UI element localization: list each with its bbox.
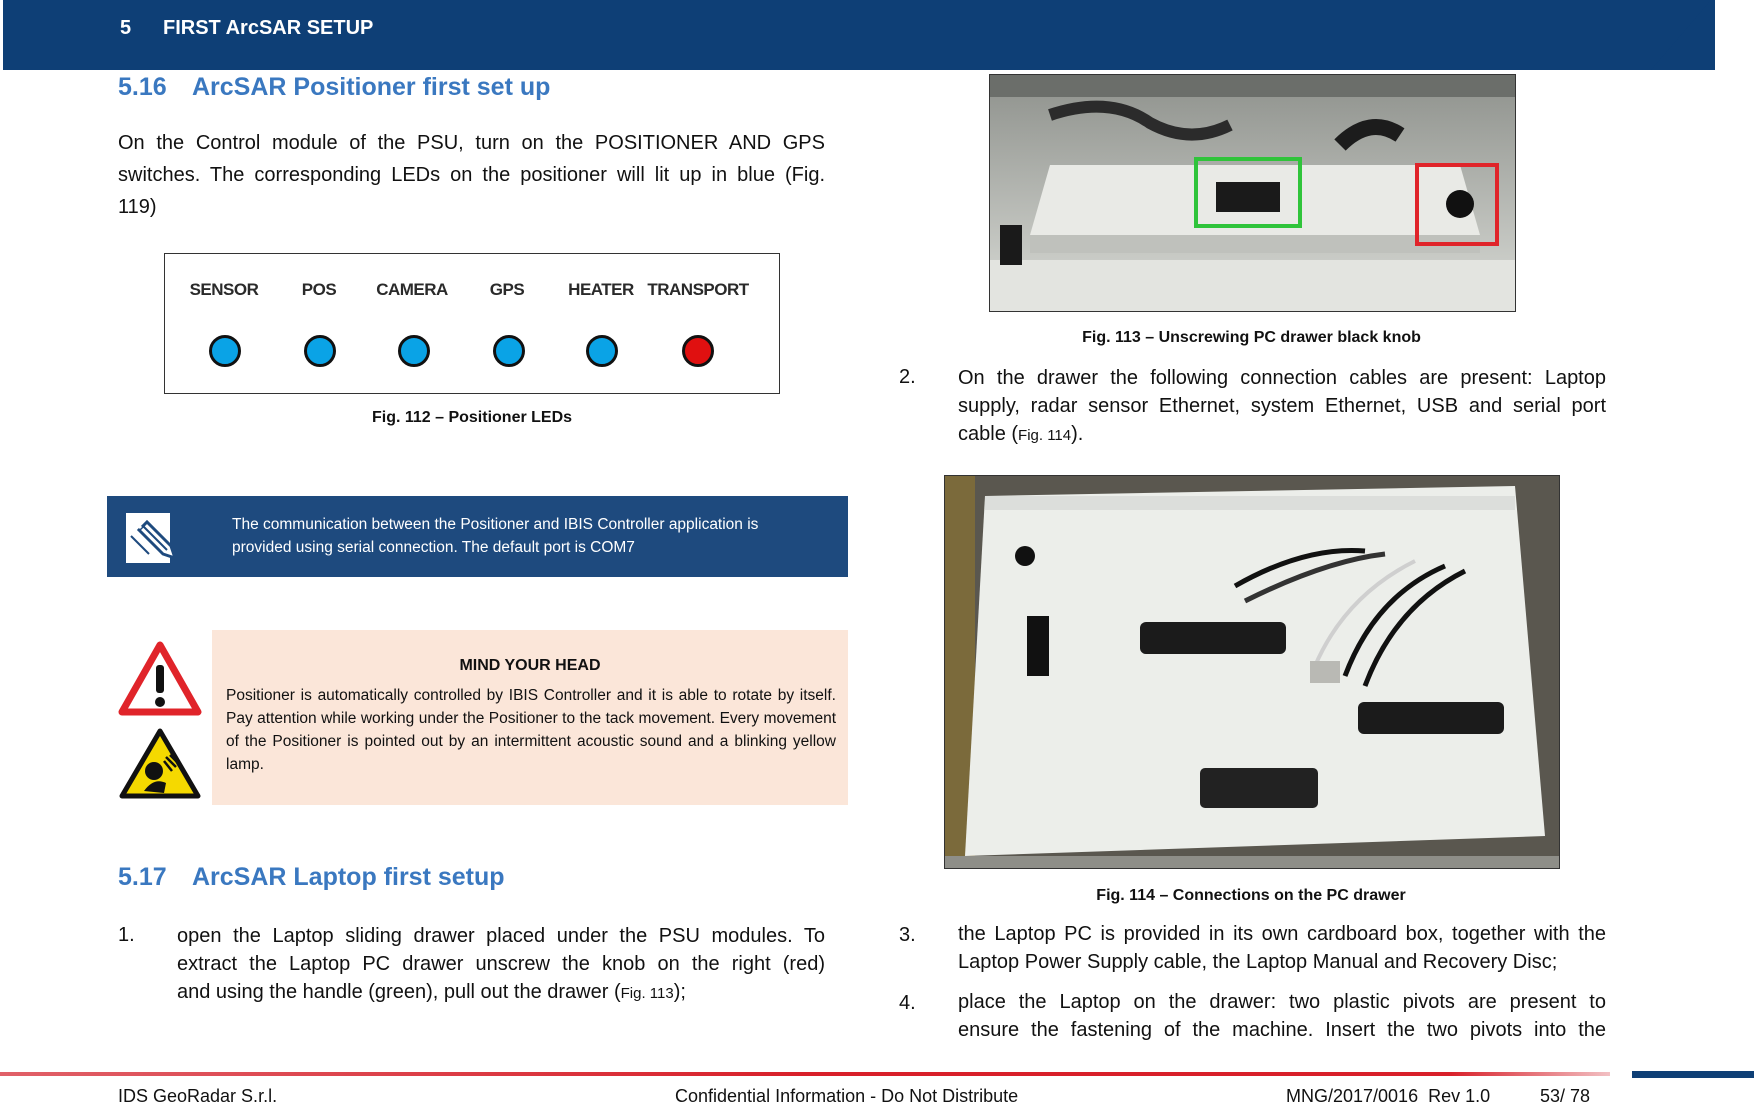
- led-label-transport: TRANSPORT: [647, 280, 749, 299]
- section-heading-5-17: [118, 863, 505, 892]
- list-text: cable (: [958, 423, 1019, 445]
- paragraph-line: switches. The corresponding LEDs on the positioner will lit up in blue (Fig.: [118, 164, 825, 186]
- led-label-gps: GPS: [489, 280, 525, 299]
- warning-text: Positioner is automatically controlled by IBIS Controller and it is able to rotate by itself. Pay attention while working under the Positioner to the tack movement. Every movement of the Positioner is pointed out by an intermittent acoustic sound and a blinking yellow lamp.: [226, 687, 836, 773]
- led-camera: [398, 335, 430, 367]
- fig112-caption: Fig. 112 – Positioner LEDs: [371, 409, 573, 426]
- led-gps: [493, 335, 525, 367]
- drawer-knob-photo: [990, 75, 1515, 311]
- list-text: ).: [1071, 423, 1084, 445]
- list-item-4: [958, 988, 1606, 1044]
- list-text: and using the handle (green), pull out the drawer (: [177, 981, 621, 1003]
- list-item-1: [177, 922, 825, 1008]
- footer-page-number: 53/ 78: [1540, 1086, 1591, 1106]
- list-line: [177, 978, 825, 1008]
- pencil-note-icon: [119, 506, 183, 566]
- intro-paragraph: [118, 127, 825, 223]
- section-title: ArcSAR Laptop first setup: [192, 863, 505, 891]
- led-transport: [682, 335, 714, 367]
- fig113-caption: Fig. 113 – Unscrewing PC drawer black knob: [1082, 329, 1421, 346]
- led-label-sensor: SENSOR: [189, 280, 259, 299]
- warning-triangle-icon: [118, 641, 202, 716]
- footer-doc-ref: MNG/2017/0016 Rev 1.0: [1286, 1086, 1491, 1106]
- header-corner-shape: [1640, 0, 1730, 70]
- list-line: open the Laptop sliding drawer placed under the PSU modules. To: [177, 925, 825, 947]
- note-text: [232, 513, 832, 559]
- footer-confidential: Confidential Information - Do Not Distribute: [675, 1086, 1019, 1106]
- list-line: supply, radar sensor Ethernet, system Ethernet, USB and serial port: [958, 395, 1606, 417]
- section-heading-5-16: [118, 73, 550, 102]
- note-box: [107, 496, 848, 577]
- fig114-reference: Fig. 114: [1018, 427, 1072, 444]
- list-line: extract the Laptop PC drawer unscrew the knob on the right (red): [177, 953, 825, 975]
- footer-divider: [0, 1064, 1754, 1086]
- section-number: 5.17: [118, 863, 167, 891]
- list-item-number: 1.: [118, 924, 135, 946]
- fig113-reference: Fig. 113: [620, 985, 674, 1002]
- warning-title: MIND YOUR HEAD: [459, 657, 601, 674]
- section-title: ArcSAR Positioner first set up: [192, 73, 551, 101]
- header-section-title: FIRST ArcSAR SETUP: [163, 17, 374, 39]
- warning-box: [212, 630, 848, 805]
- fig114-caption: Fig. 114 – Connections on the PC drawer: [1096, 887, 1406, 904]
- led-label-camera: CAMERA: [376, 280, 448, 299]
- led-heater: [586, 335, 618, 367]
- led-label-heater: HEATER: [568, 280, 634, 299]
- list-item-3: [958, 920, 1606, 976]
- paragraph-line: 119): [118, 196, 157, 218]
- led-pos: [304, 335, 336, 367]
- note-line: The communication between the Positioner and IBIS Controller application is: [232, 516, 759, 533]
- list-text: );: [673, 981, 686, 1003]
- fig113-photo: [989, 74, 1516, 312]
- section-number: 5.16: [118, 73, 167, 101]
- note-line: provided using serial connection. The default port is COM7: [232, 539, 635, 556]
- list-item-number: 2.: [899, 366, 916, 388]
- drawer-cables-photo: [945, 476, 1559, 868]
- list-line: ensure the fastening of the machine. Insert the two pivots into the: [958, 1019, 1606, 1041]
- list-line: place the Laptop on the drawer: two plastic pivots are present to: [958, 991, 1606, 1013]
- list-line: On the drawer the following connection cables are present: Laptop: [958, 367, 1606, 389]
- positioner-led-panel: [164, 253, 780, 394]
- list-line: the Laptop PC is provided in its own cardboard box, together with the: [958, 923, 1606, 945]
- list-item-number: 3.: [899, 924, 916, 946]
- list-item-2: [958, 364, 1606, 450]
- paragraph-line: On the Control module of the PSU, turn on the POSITIONER AND GPS: [118, 132, 825, 154]
- list-line: Laptop Power Supply cable, the Laptop Manual and Recovery Disc;: [958, 951, 1558, 973]
- list-line: [958, 420, 1606, 450]
- footer-company: IDS GeoRadar S.r.l.: [118, 1086, 278, 1106]
- head-hazard-icon: [118, 727, 202, 800]
- led-sensor: [209, 335, 241, 367]
- list-item-number: 4.: [899, 992, 916, 1014]
- fig114-photo: [944, 475, 1560, 869]
- header-section-number: 5: [120, 17, 132, 39]
- led-label-pos: POS: [301, 280, 337, 299]
